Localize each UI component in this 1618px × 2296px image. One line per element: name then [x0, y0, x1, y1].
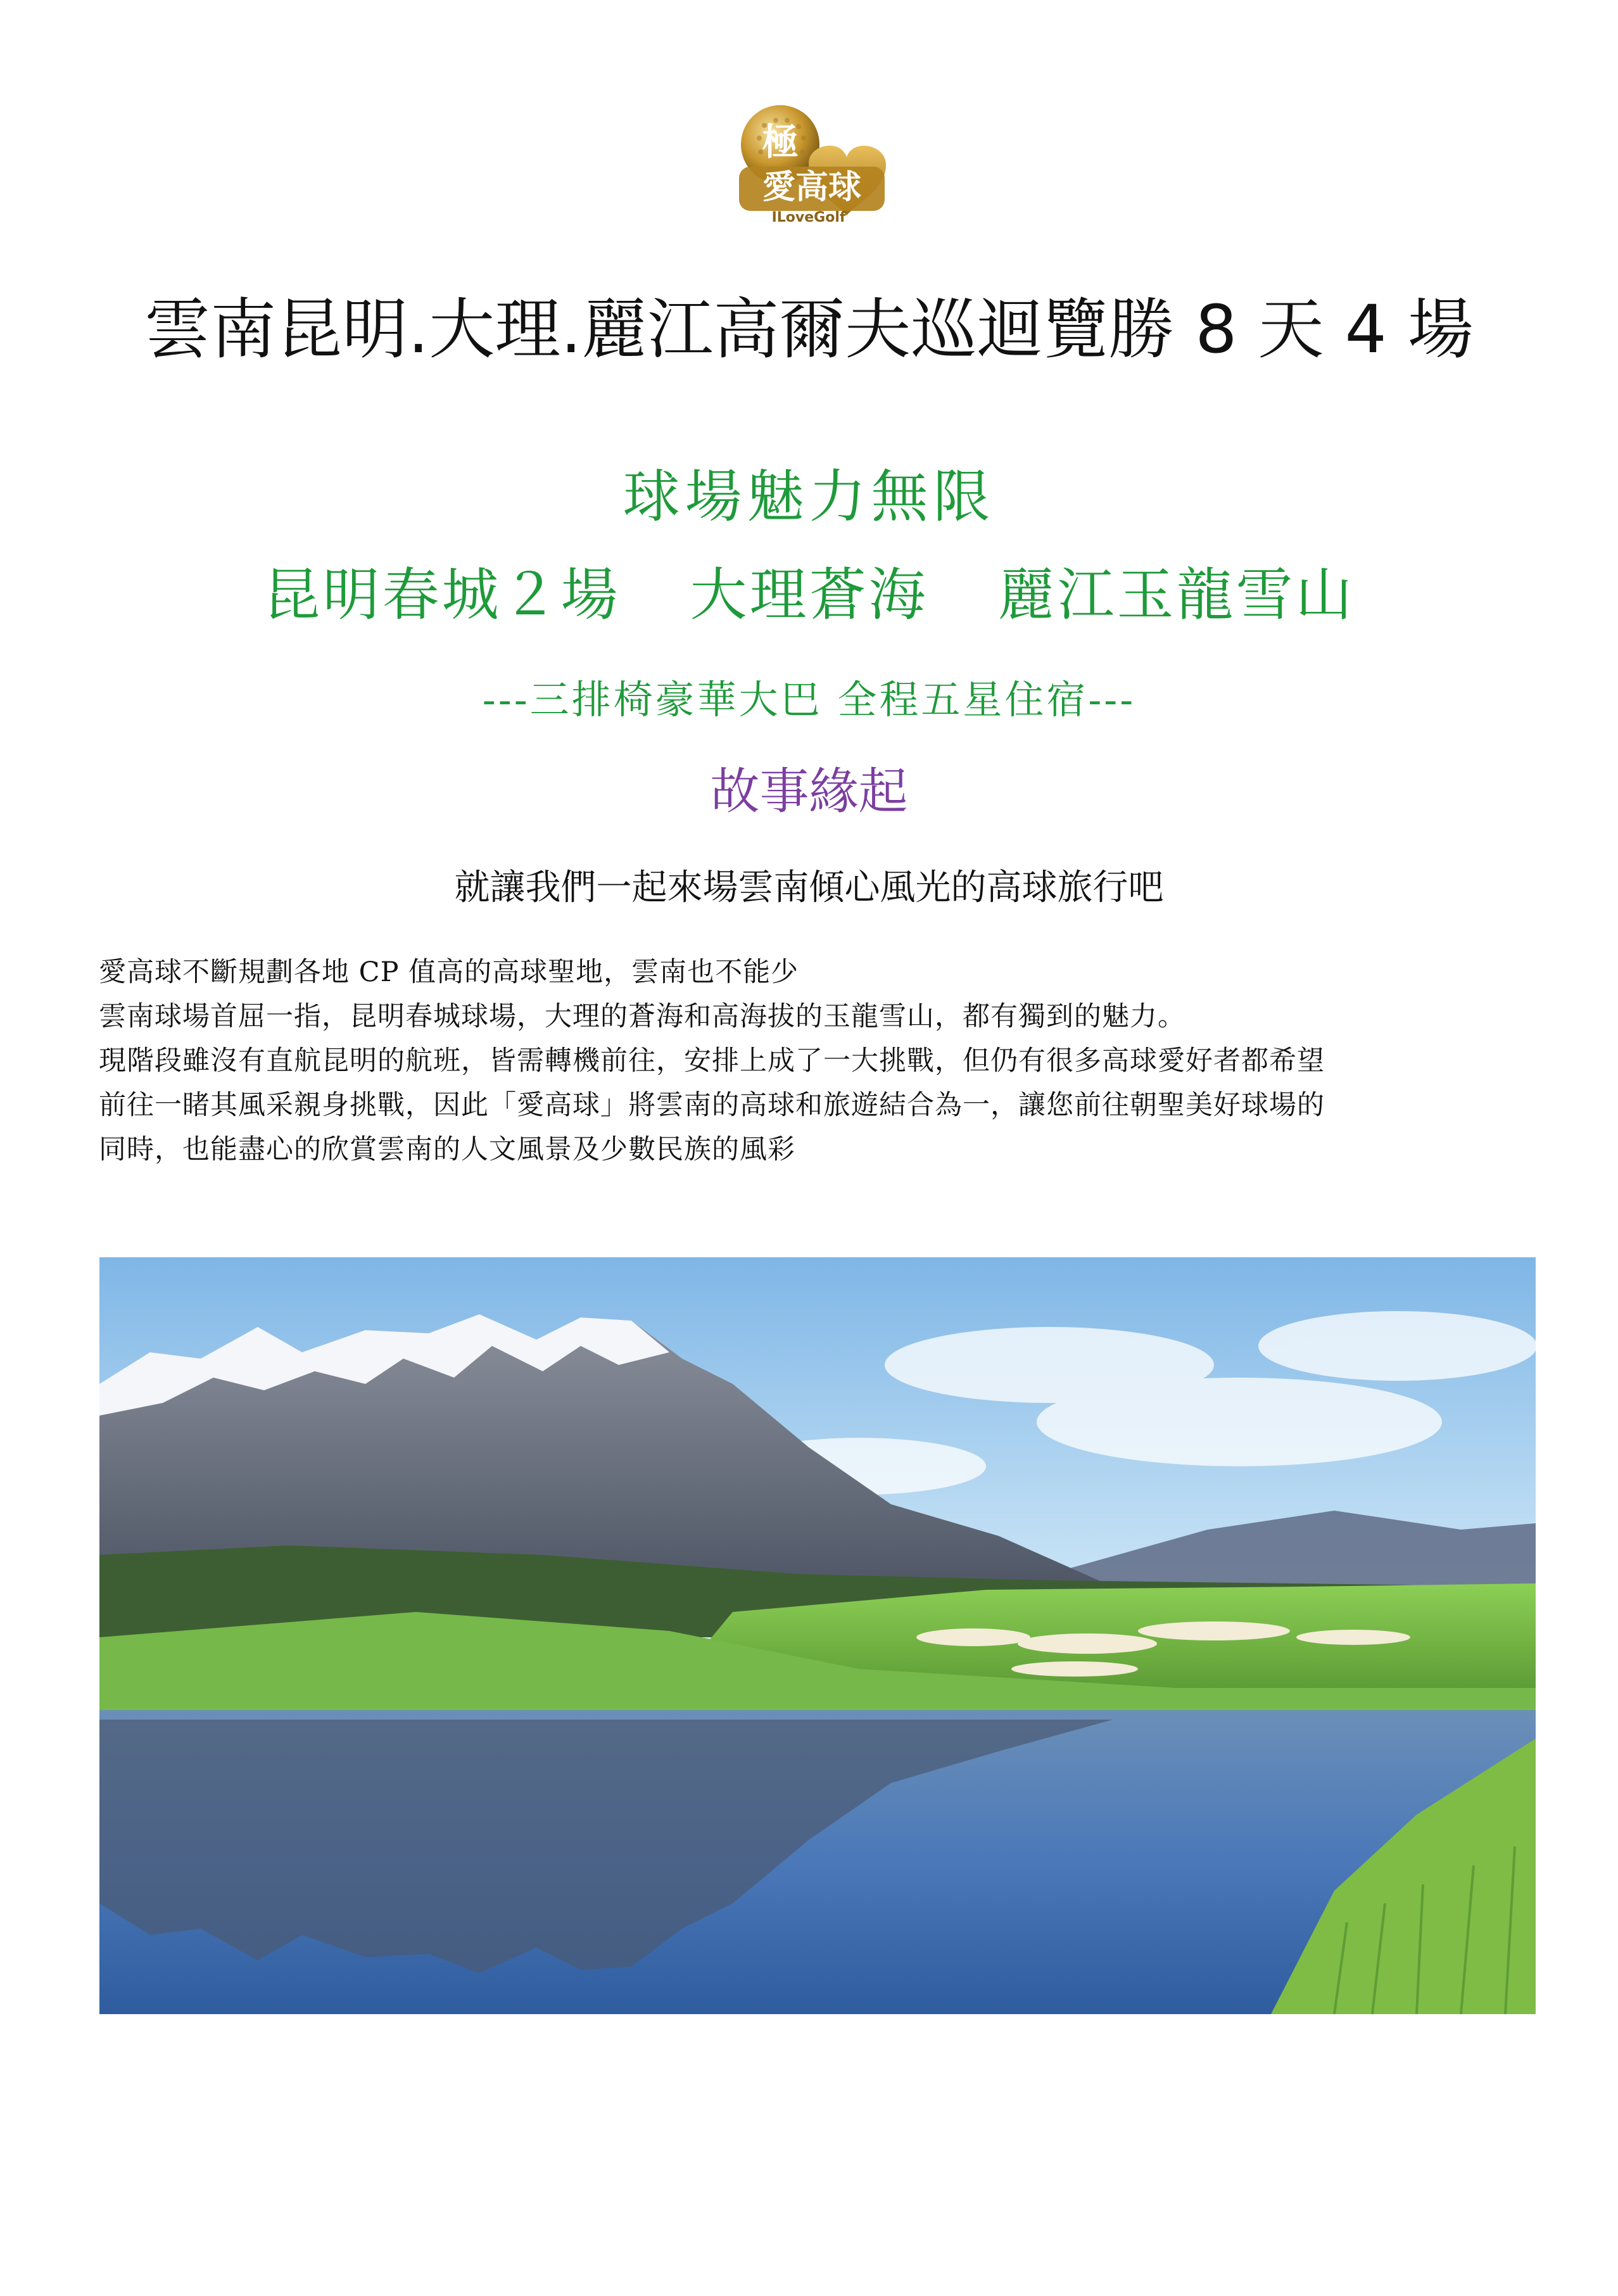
venue-lijiang: 麗江玉龍雪山 [997, 562, 1355, 628]
brand-logo [720, 94, 899, 227]
golf-course-mountain-photo [99, 1257, 1536, 2014]
svg-text:極: 極 [761, 120, 799, 163]
highlight-heading: 球場魅力無限 [623, 464, 995, 530]
tour-features: ---三排椅豪華大巴 全程五星住宿--- [482, 676, 1136, 723]
story-title: 故事緣起 [710, 763, 908, 820]
story-tagline: 就讓我們一起來場雲南傾心風光的高球旅行吧 [454, 867, 1164, 908]
story-body [99, 950, 1524, 1172]
story-paragraph: 前往一睹其風采親身挑戰，因此「愛高球」將雲南的高球和旅遊結合為一，讓您前往朝聖美好球場的 [99, 1089, 1325, 1121]
story-paragraph: 愛高球不斷規劃各地 CP 值高的高球聖地，雲南也不能少 [99, 956, 799, 988]
venue-kunming: 昆明春城２場 [263, 562, 621, 628]
svg-text:愛高球: 愛高球 [762, 168, 862, 206]
venue-highlights [0, 557, 1618, 633]
venue-dali: 大理蒼海 [690, 562, 928, 628]
svg-text:ILoveGolf: ILoveGolf [771, 210, 846, 225]
story-paragraph: 雲南球場首屈一指，昆明春城球場，大理的蒼海和高海拔的玉龍雪山，都有獨到的魅力。 [99, 1001, 1185, 1032]
page-title: 雲南昆明.大理.麗江高爾夫巡迴覽勝 8 天 4 場 [144, 291, 1474, 368]
story-paragraph: 現階段雖沒有直航昆明的航班，皆需轉機前往，安排上成了一大挑戰，但仍有很多高球愛好者都希望 [99, 1045, 1325, 1077]
story-paragraph: 同時，也能盡心的欣賞雲南的人文風景及少數民族的風彩 [99, 1134, 795, 1165]
